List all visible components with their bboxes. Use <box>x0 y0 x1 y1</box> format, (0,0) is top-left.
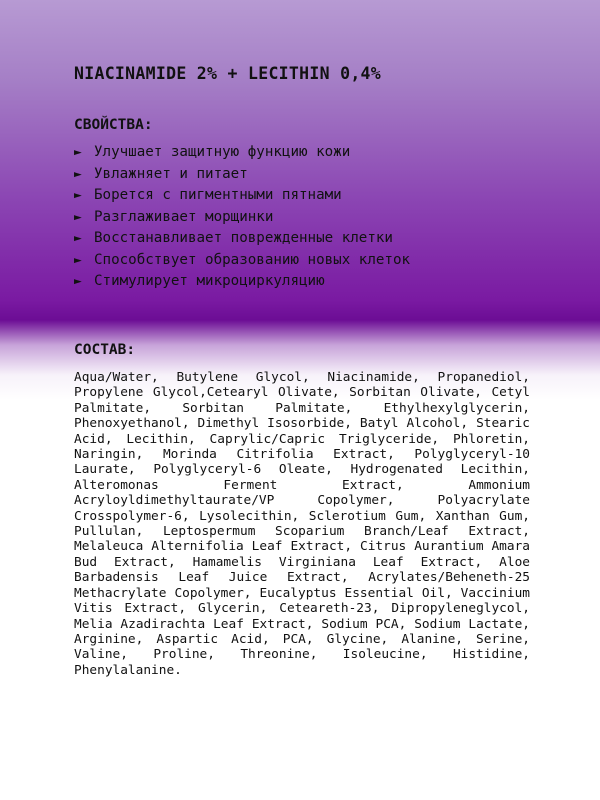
right-triangle-bullet-icon: ► <box>74 209 82 225</box>
list-item <box>74 207 410 229</box>
property-text: Разглаживает морщинки <box>94 208 274 225</box>
right-triangle-bullet-icon: ► <box>74 145 82 160</box>
list-item <box>74 185 410 207</box>
page-title: NIACINAMIDE 2% + LECITHIN 0,4% <box>74 64 382 83</box>
right-triangle-bullet-icon: ► <box>74 274 82 289</box>
list-item <box>74 250 410 272</box>
properties-list <box>74 142 410 293</box>
right-triangle-bullet-icon: ► <box>74 252 82 268</box>
right-triangle-bullet-icon: ► <box>74 188 82 203</box>
properties-heading: СВОЙСТВА: <box>74 117 153 133</box>
right-triangle-bullet-icon: ► <box>74 231 82 246</box>
property-text: Стимулирует микроциркуляцию <box>94 273 325 289</box>
list-item <box>74 228 410 250</box>
list-item <box>74 164 410 186</box>
property-text: Увлажняет и питает <box>94 165 248 182</box>
list-item <box>74 271 410 293</box>
property-text: Способствует образованию новых клеток <box>94 251 411 268</box>
list-item <box>74 142 410 164</box>
composition-heading: СОСТАВ: <box>74 342 136 358</box>
property-text: Восстанавливает поврежденные клетки <box>94 230 393 246</box>
right-triangle-bullet-icon: ► <box>74 166 82 182</box>
property-text: Улучшает защитную функцию кожи <box>94 144 351 160</box>
composition-text: Aqua/Water, Butylene Glycol, Niacinamide, Propanediol, Propylene Glycol,Cetearyl Olivate, Sorbitan Olivate, Cetyl Palmitate, Sorbitan Palmitate, Ethylhexylglycerin, Phenoxyethanol, Dimethyl Isosorbide, Batyl Alcohol, Stearic Acid, Lecithin, Caprylic/Capric Triglyceride, Phloretin, Naringin, Morinda Citrifolia Extract, Polyglyceryl-10 Laurate, Polyglyceryl-6 Oleate, Hydrogenated Lecithin, Alteromonas Ferment Extract, Ammonium Acryloyldimethyltaurate/VP Copolymer, Polyacrylate Crosspolymer-6, Lysolecithin, Sclerotium Gum, Xanthan Gum, Pullulan, Leptospermum Scoparium Branch/Leaf Extract, Melaleuca Alternifolia Leaf Extract, Citrus Aurantium Amara Bud Extract, Hamamelis Virginiana Leaf Extract, Aloe Barbadensis Leaf Juice Extract, Acrylates/Beheneth-25 Methacrylate Copolymer, Eucalyptus Essential Oil, Vaccinium Vitis Extract, Glycerin, Ceteareth-23, Dipropyleneglycol, Melia Azadirachta Leaf Extract, Sodium PCA, Sodium Lactate, Arginine, Aspartic Acid, PCA, Glycine, Alanine, Serine, Valine, Proline, Threonine, Isoleucine, Histidine, Phenylalanine. <box>74 370 530 678</box>
property-text: Борется с пигментными пятнами <box>94 187 342 203</box>
